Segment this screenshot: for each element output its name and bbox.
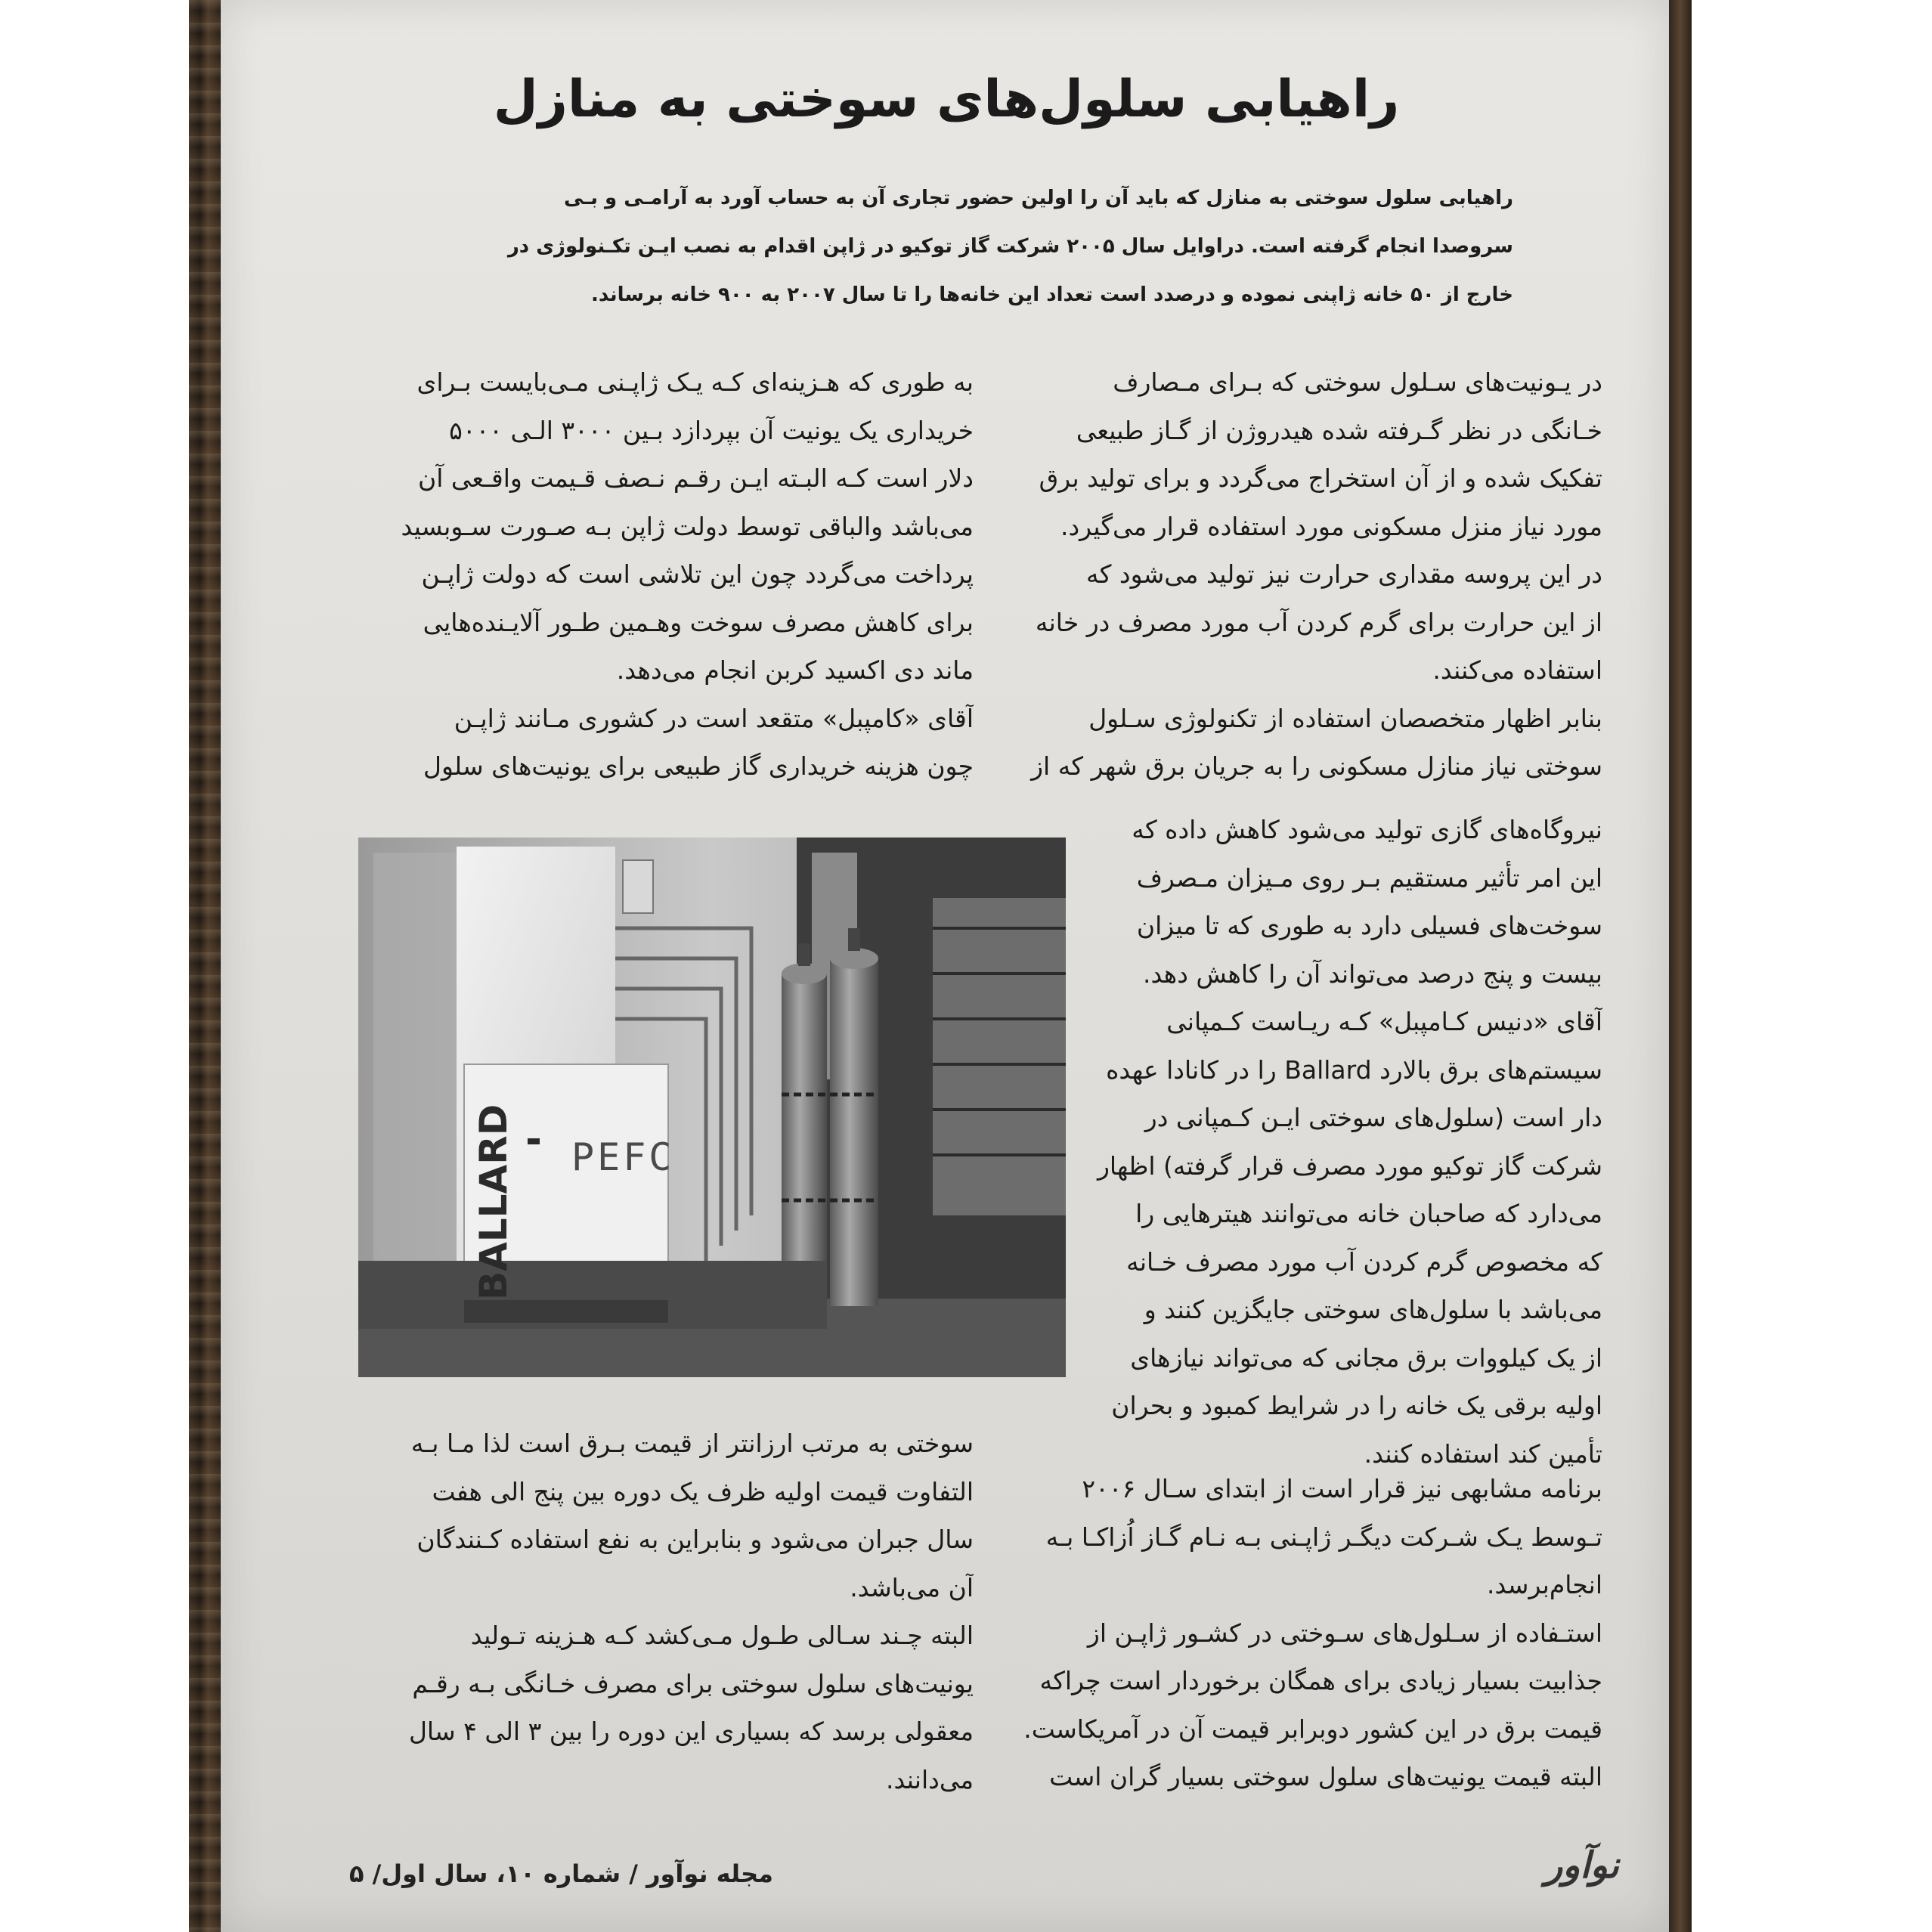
text-line: البته قیمت یونیت‌های سلول سوختی بسیار گران است xyxy=(1049,1762,1602,1791)
text-line: بنابر اظهار متخصصان استفاده از تکنولوژی سـلول xyxy=(1088,703,1602,733)
text-line: آقای «دنیس کـامپبل» کـه ریـاست کـمپانی xyxy=(1166,1007,1602,1036)
text-line: اولیه برقی یک خانه را در شرایط کمبود و بحران xyxy=(1111,1391,1602,1420)
text-line: می‌دارد که صاحبان خانه می‌توانند هیترهایی را xyxy=(1135,1199,1602,1228)
text-line: می‌دانند. xyxy=(886,1764,974,1794)
text-line: به طوری که هـزینه‌ای کـه یـک ژاپـنی مـی‌بایست بـرای xyxy=(416,367,974,397)
text-line: دار است (سلول‌های سوختی ایـن کـمپانی در xyxy=(1144,1103,1602,1132)
text-line: ماند دی اکسید کربن انجام می‌دهد. xyxy=(616,655,974,685)
lead-line: سروصدا انجام گرفته است. دراوایل سال ۲۰۰۵ شرکت گاز توکیو در ژاپن اقدام به نصب ایـن تکـنولوژی در xyxy=(507,235,1513,258)
article-title: راهیابی سلول‌های سوختی به منازل xyxy=(493,70,1400,129)
photo-product-label: PEFC xyxy=(571,1135,675,1179)
left-column-bottom xyxy=(369,1420,974,1804)
text-line: استفاده می‌کنند. xyxy=(1432,655,1602,685)
text-line: سوخت‌های فسیلی دارد به طوری که تا میزان xyxy=(1136,911,1602,940)
left-column-top xyxy=(369,358,974,791)
magazine-page xyxy=(221,0,1669,1932)
text-line: البته چـند سـالی طـول مـی‌کشد کـه هـزینه تـولید xyxy=(470,1621,974,1650)
text-line: استـفاده از سـلول‌های سـوختی در کشـور ژاپـن از xyxy=(1087,1618,1602,1648)
text-line: از این حرارت برای گرم کردن آب مورد مصرف در خانه xyxy=(1035,607,1602,637)
text-line: از یک کیلووات برق مجانی که می‌تواند نیازهای xyxy=(1130,1342,1602,1373)
lead-line: راهیابی سلول سوختی به منازل که باید آن را اولین حضور تجاری آن به حساب آورد به آرامـی و بـی xyxy=(564,187,1513,209)
text-line: جذابیت بسیار زیادی برای همگان برخوردار است چراکه xyxy=(1039,1666,1602,1695)
text-line: تـوسط یـک شـرکت دیگـر ژاپـنی بـه نـام گـاز اُزاکـا بـه xyxy=(1045,1522,1602,1552)
right-column-bottom xyxy=(1013,1465,1602,1801)
text-line: بیست و پنج درصد می‌تواند آن را کاهش دهد. xyxy=(1142,958,1602,989)
text-line: در یـونیت‌های سـلول سوختی که بـرای مـصارف xyxy=(1113,367,1602,397)
text-line: برنامه مشابهی نیز قرار است از ابتدای سـال ۲۰۰۶ xyxy=(1082,1474,1602,1503)
text-line: دلار است کـه البـته ایـن رقـم نـصف قـیمت واقـعی آن xyxy=(417,463,974,493)
text-line: سوختی نیاز منازل مسکونی را به جریان برق شهر که از xyxy=(1031,751,1602,781)
text-line: مورد نیاز منزل مسکونی مورد استفاده قرار می‌گیرد. xyxy=(1060,511,1602,541)
footer-magazine-info: مجله نوآور / شماره ۱۰، سال اول/ ۵ xyxy=(349,1859,773,1888)
text-line: انجام‌برسد. xyxy=(1487,1570,1602,1599)
text-line: التفاوت قیمت اولیه ظرف یک دوره بین پنج الی هفت xyxy=(432,1476,974,1506)
text-line: خریداری یک یونیت آن بپردازد بـین ۳۰۰۰ الـی ۵۰۰۰ xyxy=(449,415,974,445)
background-left xyxy=(0,0,221,1932)
background-wood-edge xyxy=(189,0,221,1932)
text-line: می‌باشد با سلول‌های سوختی جایگزین کنند و xyxy=(1144,1295,1602,1324)
text-line: تفکیک شده و از آن استخراج می‌گردد و برای تولید برق xyxy=(1039,463,1602,493)
text-line: سوختی به مرتب ارزانتر از قیمت بـرق است لذا مـا بـه xyxy=(410,1429,974,1458)
text-line: این امر تأثیر مستقیم بـر روی مـیزان مـصرف xyxy=(1136,862,1602,893)
text-line: شرکت گاز توکیو مورد مصرف قرار گرفته) اظهار xyxy=(1097,1150,1602,1181)
right-column-top xyxy=(1013,358,1602,791)
text-line: قیمت برق در این کشور دوبرابر قیمت آن در آمریکاست. xyxy=(1023,1714,1602,1744)
text-line: آن می‌باشد. xyxy=(850,1572,974,1602)
fuel-cell-photo xyxy=(358,838,1066,1377)
text-line: می‌باشد والباقی توسط دولت ژاپن بـه صـورت سـوبسید xyxy=(401,511,974,541)
text-line: سیستم‌های برق بالارد Ballard را در کانادا عهده xyxy=(1106,1054,1602,1085)
background-right xyxy=(1669,0,1932,1932)
right-column-middle xyxy=(1088,806,1602,1478)
text-line: آقای «کامپبل» متقعد است در کشوری مـانند ژاپـن xyxy=(454,703,974,733)
photo-brand-label: BALLARD xyxy=(472,1104,516,1300)
footer-logo: نوآور xyxy=(1545,1844,1619,1887)
article-lead xyxy=(485,174,1513,319)
lead-line: خارج از ۵۰ خانه ژاپنی نموده و درصدد است تعداد این خانه‌ها را تا سال ۲۰۰۷ به ۹۰۰ خانه برساند. xyxy=(590,283,1513,306)
text-line: یونیت‌های سلول سوختی برای مصرف خـانگی بـه رقـم xyxy=(412,1668,974,1698)
text-line: نیروگاه‌های گازی تولید می‌شود کاهش داده که xyxy=(1132,815,1602,844)
text-line: معقولی برسد که بسیاری این دوره را بین ۳ الی ۴ سال xyxy=(408,1717,974,1746)
text-line: در این پروسه مقداری حرارت نیز تولید می‌شود که xyxy=(1086,559,1602,589)
text-line: خـانگی در نظر گـرفته شده هیدروژن از گـاز طبیعی xyxy=(1076,415,1602,445)
text-line: سال جبران می‌شود و بنابراین به نفع استفاده کـنندگان xyxy=(416,1525,974,1554)
text-line: تأمین کند استفاده کنند. xyxy=(1364,1438,1602,1469)
text-line: برای کاهش مصرف سوخت وهـمین طـور آلایـنده‌هایی xyxy=(423,607,974,637)
text-line: پرداخت می‌گردد چون این تلاشی است که دولت ژاپـن xyxy=(421,559,974,589)
text-line: چون هزینه خریداری گاز طبیعی برای یونیت‌های سلول xyxy=(423,751,974,781)
text-line: که مخصوص گرم کردن آب مورد مصرف خـانه xyxy=(1126,1246,1602,1277)
background-wood-edge-right xyxy=(1669,0,1692,1932)
